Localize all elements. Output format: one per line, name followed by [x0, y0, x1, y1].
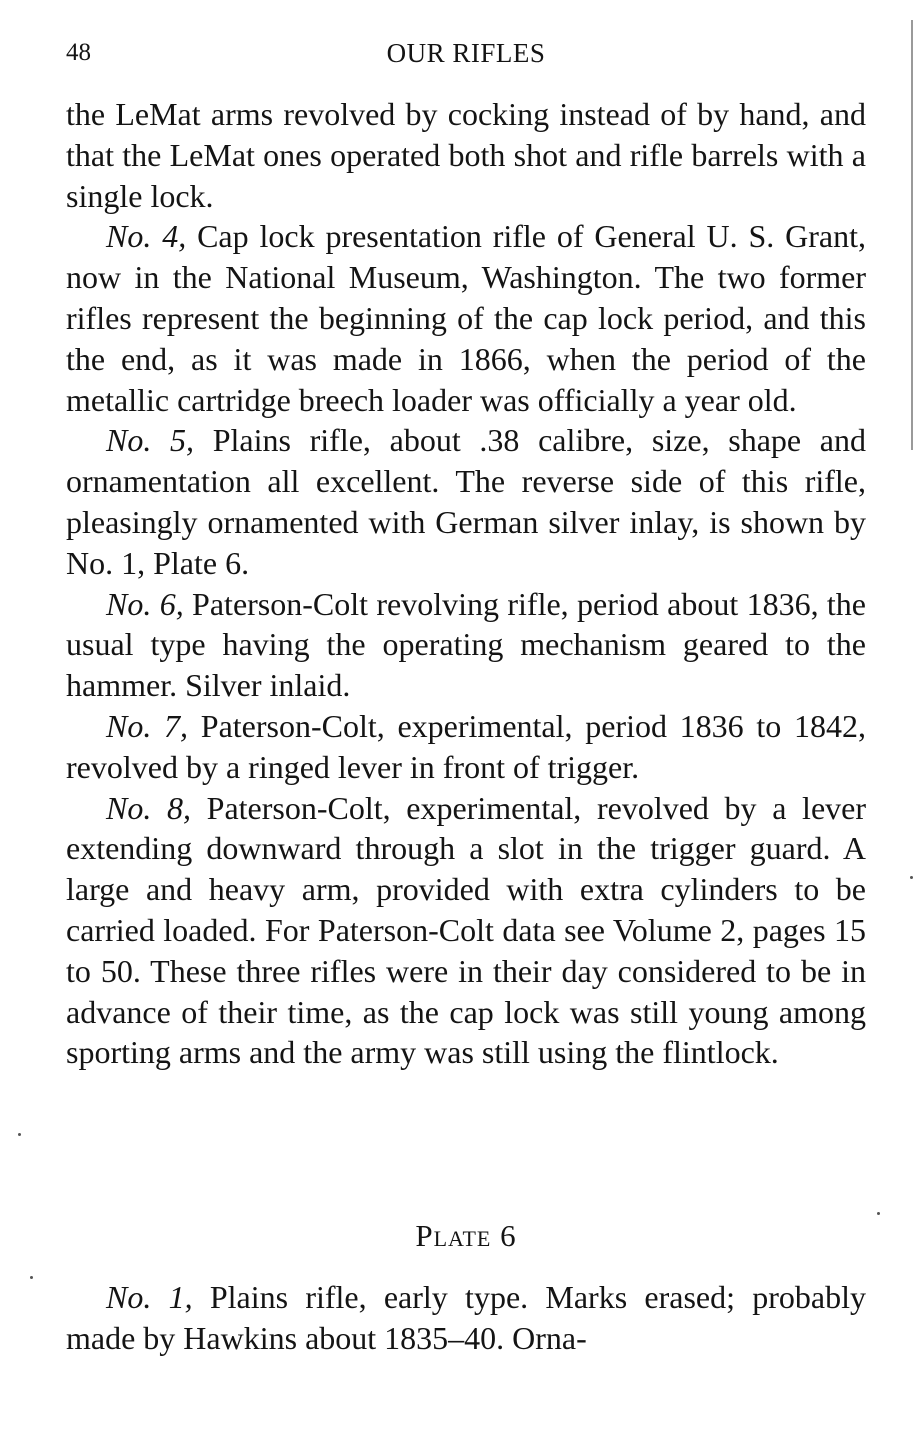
scan-speck: [910, 876, 913, 879]
scan-speck: [877, 1212, 880, 1215]
plate-text: [66, 1277, 866, 1359]
entry-label: No. 5,: [106, 422, 195, 459]
page-header: [66, 36, 866, 70]
entry-text: Plains rifle, early type. Marks erased; probably made by Hawkins about 1835–40. Orna-: [66, 1279, 867, 1356]
entry-no-7: [66, 706, 866, 788]
plate-heading: Plate 6: [415, 1218, 517, 1253]
running-title: OUR RIFLES: [386, 38, 546, 68]
scan-speck: [30, 1276, 33, 1279]
entry-label: No. 4,: [106, 218, 187, 255]
paragraph-continuation: [66, 94, 866, 216]
entry-text: Paterson-Colt revolving rifle, period about 1836, the usual type having the operating mechanism geared to the hammer. Silver inlaid.: [66, 585, 867, 704]
entry-label: No. 1,: [106, 1279, 193, 1315]
paragraph-text: the LeMat arms revolved by cocking instead of by hand, and that the LeMat ones operated both shot and rifle barrels with a single lock.: [66, 96, 866, 214]
page-number: 48: [66, 39, 91, 66]
entry-text: Paterson-Colt, experimental, period 1836 to 1842, revolved by a ringed lever in front of trigger.: [66, 707, 867, 785]
entry-no-6: [66, 584, 866, 706]
body-text: [66, 94, 866, 1073]
entry-text: Cap lock presentation rifle of General U. S. Grant, now in the National Museum, Washington. The two former rifles represent the beginning of the cap lock period, and this the end, as it was made in 1866, when the period of the metallic cartridge breech loader was officially a year old.: [66, 218, 867, 418]
entry-no-8: [66, 788, 866, 1074]
entry-no-4: [66, 216, 866, 420]
page-edge-shadow: [911, 20, 913, 450]
entry-label: No. 8,: [106, 789, 191, 826]
entry-label: No. 7,: [106, 707, 189, 744]
plate-entry-no-1: [66, 1277, 866, 1359]
entry-label: No. 6,: [106, 585, 184, 622]
entry-no-5: [66, 420, 866, 583]
entry-text: Paterson-Colt, experimental, revolved by a lever extending downward through a slot in the trigger guard. A large and heavy arm, provided with extra cylinders to be carried loaded. For Paterson-Colt data see Volume 2, pages 15 to 50. These three rifles were in their day considered to be in advance of their time, as the cap lock was still young among sporting arms and the army was still using the flintlock.: [66, 789, 867, 1071]
entry-text: Plains rifle, about .38 calibre, size, shape and ornamentation all excellent. The reverse side of this rifle, pleasingly ornamented with German silver inlay, is shown by No. 1, Plate 6.: [66, 422, 867, 581]
scan-speck: [18, 1133, 21, 1136]
